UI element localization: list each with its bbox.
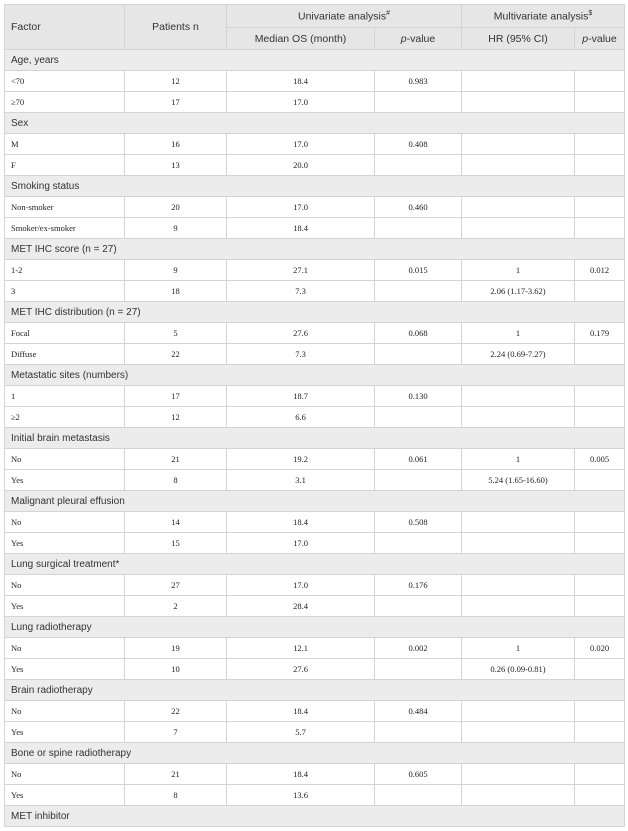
multivariate-p-value xyxy=(575,92,625,113)
univariate-p-value: 0.130 xyxy=(375,386,462,407)
table-row xyxy=(5,512,625,533)
patients-count: 27 xyxy=(125,575,227,596)
patients-count: 17 xyxy=(125,92,227,113)
multivariate-p-value-header xyxy=(575,28,625,50)
table-row xyxy=(5,71,625,92)
multivariate-p-value: 0.005 xyxy=(575,449,625,470)
median-os-header: Median OS (month) xyxy=(227,28,375,50)
table-row xyxy=(5,197,625,218)
section-title: Age, years xyxy=(5,50,625,71)
table-row xyxy=(5,701,625,722)
table-row xyxy=(5,92,625,113)
hazard-ratio: 0.26 (0.09-0.81) xyxy=(462,659,575,680)
multivariate-p-value xyxy=(575,71,625,92)
univariate-p-value: 0.002 xyxy=(375,638,462,659)
table-row xyxy=(5,281,625,302)
univariate-p-value xyxy=(375,281,462,302)
section-header-row xyxy=(5,239,625,260)
median-os: 18.4 xyxy=(227,71,375,92)
row-label: Yes xyxy=(5,722,125,743)
row-label: Yes xyxy=(5,470,125,491)
patients-count: 21 xyxy=(125,764,227,785)
row-label: ≥70 xyxy=(5,92,125,113)
survival-analysis-table xyxy=(4,4,625,827)
row-label: 3 xyxy=(5,281,125,302)
median-os: 17.0 xyxy=(227,197,375,218)
patients-header: Patients n xyxy=(125,5,227,50)
row-label: 1-2 xyxy=(5,260,125,281)
table-row xyxy=(5,596,625,617)
univariate-p-value xyxy=(375,659,462,680)
patients-count: 15 xyxy=(125,533,227,554)
univariate-label: Univariate analysis xyxy=(297,10,387,23)
patients-count: 19 xyxy=(125,638,227,659)
median-os: 27.6 xyxy=(227,659,375,680)
median-os: 13.6 xyxy=(227,785,375,806)
row-label: Yes xyxy=(5,533,125,554)
section-title: MET inhibitor xyxy=(5,806,625,827)
section-header-row xyxy=(5,428,625,449)
hazard-ratio: 1 xyxy=(462,638,575,659)
hazard-ratio xyxy=(462,155,575,176)
table-row xyxy=(5,134,625,155)
row-label: Yes xyxy=(5,596,125,617)
median-os: 27.6 xyxy=(227,323,375,344)
median-os: 18.4 xyxy=(227,764,375,785)
row-label: ≥2 xyxy=(5,407,125,428)
hazard-ratio xyxy=(462,596,575,617)
section-title: MET IHC distribution (n = 27) xyxy=(5,302,625,323)
hazard-ratio xyxy=(462,386,575,407)
univariate-p-value xyxy=(375,344,462,365)
multivariate-p-value xyxy=(575,701,625,722)
patients-count: 9 xyxy=(125,260,227,281)
hazard-ratio: 1 xyxy=(462,449,575,470)
section-header-row xyxy=(5,680,625,701)
median-os: 17.0 xyxy=(227,92,375,113)
row-label: F xyxy=(5,155,125,176)
multivariate-p-value xyxy=(575,512,625,533)
row-label: M xyxy=(5,134,125,155)
multivariate-footnote-mark: $ xyxy=(588,9,593,17)
section-title: Bone or spine radiotherapy xyxy=(5,743,625,764)
table-row xyxy=(5,470,625,491)
factor-header: Factor xyxy=(5,5,125,50)
univariate-p-value: 0.176 xyxy=(375,575,462,596)
section-title: Initial brain metastasis xyxy=(5,428,625,449)
hazard-ratio: 2.06 (1.17-3.62) xyxy=(462,281,575,302)
p-italic: p xyxy=(400,32,407,45)
row-label: No xyxy=(5,638,125,659)
row-label: Focal xyxy=(5,323,125,344)
section-title: Brain radiotherapy xyxy=(5,680,625,701)
section-title: Sex xyxy=(5,113,625,134)
univariate-p-value xyxy=(375,92,462,113)
table-row xyxy=(5,722,625,743)
multivariate-p-value xyxy=(575,722,625,743)
patients-count: 14 xyxy=(125,512,227,533)
section-title: Lung surgical treatment* xyxy=(5,554,625,575)
row-label: No xyxy=(5,512,125,533)
hazard-ratio: 5.24 (1.65-16.60) xyxy=(462,470,575,491)
patients-count: 9 xyxy=(125,218,227,239)
median-os: 18.4 xyxy=(227,701,375,722)
multivariate-p-value: 0.020 xyxy=(575,638,625,659)
median-os: 18.4 xyxy=(227,218,375,239)
section-title: Metastatic sites (numbers) xyxy=(5,365,625,386)
section-title: Lung radiotherapy xyxy=(5,617,625,638)
multivariate-p-value xyxy=(575,659,625,680)
multivariate-p-value xyxy=(575,533,625,554)
multivariate-p-value xyxy=(575,344,625,365)
table-row xyxy=(5,638,625,659)
table-row xyxy=(5,785,625,806)
univariate-p-value xyxy=(375,596,462,617)
row-label: Smoker/ex-smoker xyxy=(5,218,125,239)
section-header-row xyxy=(5,806,625,827)
hazard-ratio xyxy=(462,533,575,554)
row-label: No xyxy=(5,701,125,722)
section-header-row xyxy=(5,176,625,197)
table-row xyxy=(5,218,625,239)
univariate-p-value xyxy=(375,155,462,176)
median-os: 18.7 xyxy=(227,386,375,407)
patients-count: 5 xyxy=(125,323,227,344)
table-header xyxy=(5,5,625,50)
multivariate-p-value xyxy=(575,764,625,785)
multivariate-p-value xyxy=(575,218,625,239)
median-os: 6.6 xyxy=(227,407,375,428)
hr-header: HR (95% CI) xyxy=(462,28,575,50)
row-label: Yes xyxy=(5,785,125,806)
multivariate-p-value xyxy=(575,575,625,596)
patients-count: 20 xyxy=(125,197,227,218)
multivariate-p-value: 0.012 xyxy=(575,260,625,281)
section-header-row xyxy=(5,554,625,575)
section-title: Malignant pleural effusion xyxy=(5,491,625,512)
multivariate-label: Multivariate analysis xyxy=(493,10,589,23)
median-os: 17.0 xyxy=(227,575,375,596)
univariate-p-value: 0.605 xyxy=(375,764,462,785)
row-label: 1 xyxy=(5,386,125,407)
hazard-ratio xyxy=(462,71,575,92)
table-row xyxy=(5,407,625,428)
hazard-ratio: 2.24 (0.69-7.27) xyxy=(462,344,575,365)
median-os: 28.4 xyxy=(227,596,375,617)
median-os: 7.3 xyxy=(227,281,375,302)
table-row xyxy=(5,575,625,596)
univariate-p-value: 0.484 xyxy=(375,701,462,722)
median-os: 5.7 xyxy=(227,722,375,743)
hazard-ratio xyxy=(462,512,575,533)
patients-count: 16 xyxy=(125,134,227,155)
table-row xyxy=(5,533,625,554)
table-row xyxy=(5,659,625,680)
median-os: 27.1 xyxy=(227,260,375,281)
hazard-ratio xyxy=(462,134,575,155)
multivariate-p-value xyxy=(575,470,625,491)
hazard-ratio: 1 xyxy=(462,260,575,281)
median-os: 19.2 xyxy=(227,449,375,470)
row-label: No xyxy=(5,449,125,470)
median-os: 12.1 xyxy=(227,638,375,659)
median-os: 20.0 xyxy=(227,155,375,176)
univariate-p-value: 0.508 xyxy=(375,512,462,533)
section-header-row xyxy=(5,302,625,323)
univariate-p-value xyxy=(375,407,462,428)
multivariate-p-value xyxy=(575,281,625,302)
section-header-row xyxy=(5,365,625,386)
multivariate-p-value xyxy=(575,386,625,407)
multivariate-p-value xyxy=(575,407,625,428)
hazard-ratio xyxy=(462,197,575,218)
multivariate-p-value xyxy=(575,134,625,155)
univariate-p-value: 0.983 xyxy=(375,71,462,92)
univariate-footnote-mark: # xyxy=(386,9,391,17)
table-row xyxy=(5,764,625,785)
median-os: 3.1 xyxy=(227,470,375,491)
patients-count: 13 xyxy=(125,155,227,176)
univariate-p-value xyxy=(375,722,462,743)
table-body xyxy=(5,50,625,827)
patients-count: 22 xyxy=(125,344,227,365)
p-suffix: -value xyxy=(406,32,436,45)
multivariate-header xyxy=(462,5,625,28)
patients-count: 12 xyxy=(125,71,227,92)
row-label: Yes xyxy=(5,659,125,680)
row-label: Non-smoker xyxy=(5,197,125,218)
univariate-p-value xyxy=(375,218,462,239)
p-italic: p xyxy=(582,32,589,45)
univariate-header xyxy=(227,5,462,28)
hazard-ratio xyxy=(462,92,575,113)
hazard-ratio xyxy=(462,575,575,596)
median-os: 17.0 xyxy=(227,134,375,155)
hazard-ratio xyxy=(462,218,575,239)
section-header-row xyxy=(5,50,625,71)
hazard-ratio xyxy=(462,722,575,743)
hazard-ratio xyxy=(462,785,575,806)
univariate-p-value: 0.068 xyxy=(375,323,462,344)
section-header-row xyxy=(5,491,625,512)
patients-count: 8 xyxy=(125,785,227,806)
median-os: 7.3 xyxy=(227,344,375,365)
multivariate-p-value xyxy=(575,197,625,218)
univariate-p-value xyxy=(375,470,462,491)
row-label: Diffuse xyxy=(5,344,125,365)
section-title: Smoking status xyxy=(5,176,625,197)
table-row xyxy=(5,323,625,344)
patients-count: 22 xyxy=(125,701,227,722)
multivariate-p-value xyxy=(575,596,625,617)
patients-count: 17 xyxy=(125,386,227,407)
hazard-ratio xyxy=(462,764,575,785)
univariate-p-value xyxy=(375,533,462,554)
table-row xyxy=(5,449,625,470)
patients-count: 7 xyxy=(125,722,227,743)
median-os: 18.4 xyxy=(227,512,375,533)
row-label: <70 xyxy=(5,71,125,92)
multivariate-p-value xyxy=(575,155,625,176)
section-header-row xyxy=(5,113,625,134)
row-label: No xyxy=(5,764,125,785)
patients-count: 18 xyxy=(125,281,227,302)
univariate-p-value-header xyxy=(375,28,462,50)
hazard-ratio xyxy=(462,407,575,428)
multivariate-p-value xyxy=(575,785,625,806)
hazard-ratio xyxy=(462,701,575,722)
table-row xyxy=(5,260,625,281)
univariate-p-value: 0.408 xyxy=(375,134,462,155)
patients-count: 21 xyxy=(125,449,227,470)
table-row xyxy=(5,386,625,407)
univariate-p-value: 0.460 xyxy=(375,197,462,218)
section-header-row xyxy=(5,617,625,638)
univariate-p-value xyxy=(375,785,462,806)
multivariate-p-value: 0.179 xyxy=(575,323,625,344)
section-title: MET IHC score (n = 27) xyxy=(5,239,625,260)
univariate-p-value: 0.061 xyxy=(375,449,462,470)
p-suffix: -value xyxy=(588,32,617,45)
table-row xyxy=(5,344,625,365)
median-os: 17.0 xyxy=(227,533,375,554)
patients-count: 10 xyxy=(125,659,227,680)
section-header-row xyxy=(5,743,625,764)
table-row xyxy=(5,155,625,176)
row-label: No xyxy=(5,575,125,596)
univariate-p-value: 0.015 xyxy=(375,260,462,281)
patients-count: 8 xyxy=(125,470,227,491)
patients-count: 12 xyxy=(125,407,227,428)
patients-count: 2 xyxy=(125,596,227,617)
hazard-ratio: 1 xyxy=(462,323,575,344)
